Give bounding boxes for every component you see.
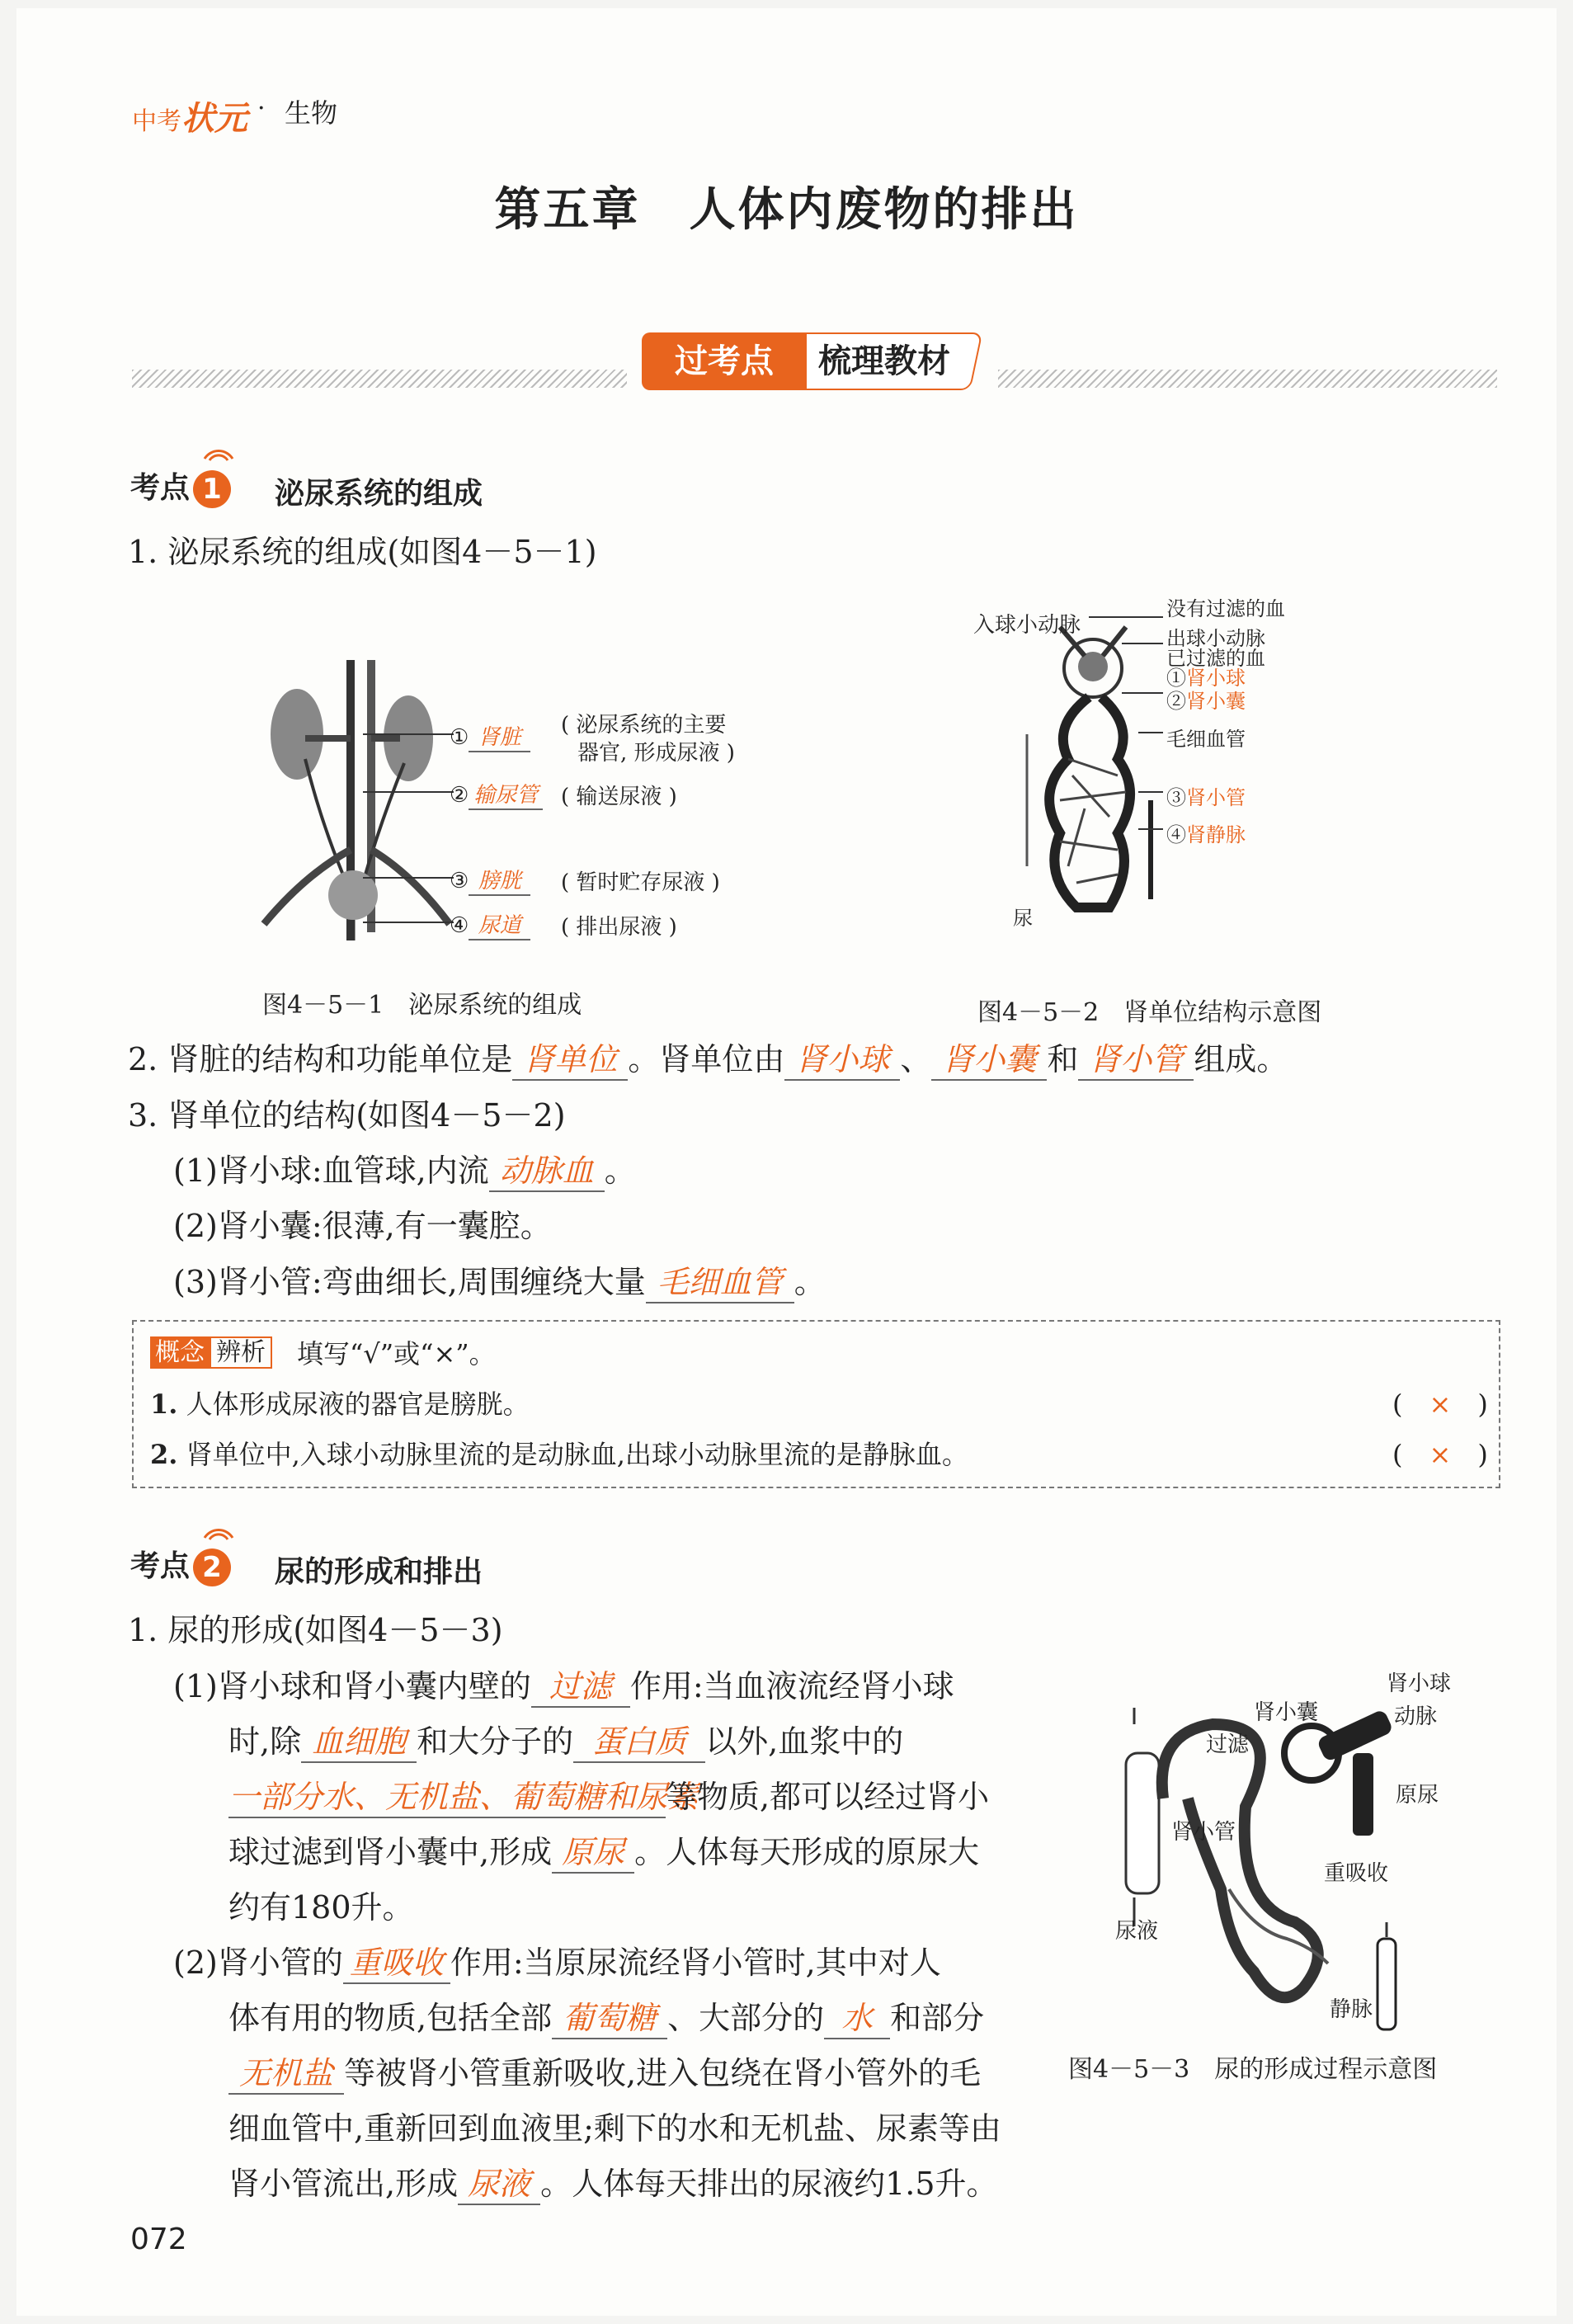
fig2-label-1: 没有过滤的血 <box>1166 597 1285 620</box>
s1-line-5: (2)肾小囊:很薄,有一囊腔。 <box>173 1208 552 1244</box>
brand-logo: 中考状元 <box>132 100 247 138</box>
fig1-note-1-cont: 器官, 形成尿液 ) <box>577 741 735 766</box>
s2-p2-line-4: 细血管中,重新回到血液里;剩下的水和无机盐、尿素等由 <box>228 2110 1001 2147</box>
concept-q1-answer: ( × ) <box>1392 1388 1488 1420</box>
page-number: 072 <box>130 2223 187 2256</box>
signal-icon <box>198 1516 239 1541</box>
chapter-title: 第五章 人体内废物的排出 <box>494 183 1079 237</box>
fig3-label-reabsorption: 重吸收 <box>1324 1861 1389 1886</box>
fig3-label-filtration: 过滤 <box>1206 1732 1250 1757</box>
s2-p1-line-2: 时,除 血细胞 和大分子的 蛋白质 以外,血浆中的 <box>228 1722 903 1763</box>
banner-left: 过考点 <box>642 332 807 390</box>
fig2-item-4: ④肾静脉 <box>1166 823 1246 846</box>
fig1-note-1: ( 泌尿系统的主要 <box>561 713 727 738</box>
s2-p2-line-1: (2)肾小管的 重吸收 作用:当原尿流经肾小管时,其中对人 <box>173 1943 941 1984</box>
kaodian-1: 考点 1 <box>130 464 238 508</box>
signal-icon <box>198 437 239 462</box>
concept-q2: 2. 肾单位中,入球小动脉里流的是动脉血,出球小动脉里流的是静脉血。 <box>150 1439 968 1470</box>
s2-line-1: 1. 尿的形成(如图4－5－3) <box>128 1612 503 1648</box>
s2-p2-line-3: 无机盐 等被肾小管重新吸收,进入包绕在肾小管外的毛 <box>228 2053 981 2095</box>
fig1-note-2: ( 输送尿液 ) <box>561 785 677 809</box>
s2-p1-line-5: 约有180升。 <box>228 1889 414 1926</box>
s1-line-6: (3)肾小管:弯曲细长,周围缠绕大量 毛细血管 。 <box>173 1262 826 1303</box>
fig3-label-vein: 静脉 <box>1330 1997 1373 2022</box>
fig1-note-3: ( 暂时贮存尿液 ) <box>561 870 720 895</box>
fig1-caption: 图4－5－1 泌尿系统的组成 <box>262 991 582 1020</box>
s1-line-1: 1. 泌尿系统的组成(如图4－5－1) <box>128 534 597 570</box>
fig2-leader-lines <box>1089 610 1171 841</box>
fig2-caption: 图4－5－2 肾单位结构示意图 <box>977 998 1322 1027</box>
concept-tag: 概念 辨析 <box>150 1332 272 1368</box>
kaodian-2-title: 尿的形成和排出 <box>275 1555 483 1589</box>
fig3-label-capsule: 肾小囊 <box>1254 1700 1319 1725</box>
hatch-divider-left <box>132 370 627 388</box>
fig2-item-3: ③肾小管 <box>1166 786 1246 809</box>
kaodian-2: 考点 2 <box>130 1543 238 1586</box>
s1-line-4: (1)肾小球:血管球,内流 动脉血 。 <box>173 1151 636 1192</box>
concept-instruction: 填写“√”或“×”。 <box>297 1338 496 1369</box>
fig2-label-3: 已过滤的血 <box>1166 647 1265 670</box>
s2-p1-line-3: 一部分水、无机盐、葡萄糖和尿素等物质,都可以经过肾小 <box>228 1777 989 1818</box>
fig3-label-primary-urine: 原尿 <box>1396 1783 1439 1808</box>
concept-q2-answer: ( × ) <box>1392 1439 1488 1470</box>
hatch-divider-right <box>998 370 1497 388</box>
fig2-item-1: ①肾小球 <box>1166 667 1246 690</box>
kaodian-1-title: 泌尿系统的组成 <box>275 477 483 511</box>
s1-line-2: 2. 肾脏的结构和功能单位是 肾单位 。肾单位由 肾小球 、 肾小囊 和 肾小管 组成。 <box>128 1039 1288 1081</box>
fig3-label-glomerulus: 肾小球 <box>1387 1671 1452 1696</box>
header-subject: 生物 <box>285 97 338 129</box>
banner-right: 梳理教材 <box>786 332 983 390</box>
fig2-label-4: 毛细血管 <box>1166 728 1246 751</box>
fig2-label-2: 出球小动脉 <box>1166 627 1265 650</box>
fig2-urine-label: 尿 <box>1013 907 1033 930</box>
fig1-item-3: ③ 膀胱 <box>450 864 530 896</box>
fig1-leader-lines <box>363 709 462 940</box>
fig3-label-urine: 尿液 <box>1115 1919 1159 1944</box>
fig3-label-artery: 动脉 <box>1394 1704 1438 1729</box>
s2-p2-line-2: 体有用的物质,包括全部 葡萄糖 、大部分的 水 和部分 <box>228 1998 984 2039</box>
s1-line-3: 3. 肾单位的结构(如图4－5－2) <box>128 1097 566 1134</box>
header-dot: · <box>257 94 266 123</box>
fig2-left-label: 入球小动脉 <box>973 613 1081 638</box>
concept-q1: 1. 人体形成尿液的器官是膀胱。 <box>150 1388 530 1420</box>
fig1-item-1: ① 肾脏 <box>450 720 530 752</box>
fig2-item-2: ②肾小囊 <box>1166 690 1246 713</box>
fig1-item-2: ② 输尿管 <box>450 778 543 810</box>
s2-p2-line-5: 肾小管流出,形成 尿液 。人体每天排出的尿液约1.5升。 <box>228 2164 998 2205</box>
fig3-label-tubule: 肾小管 <box>1171 1820 1236 1845</box>
s2-p1-line-1: (1)肾小球和肾小囊内壁的 过滤 作用:当血液流经肾小球 <box>173 1666 954 1708</box>
section-banner <box>642 332 988 390</box>
fig1-item-4: ④ 尿道 <box>450 908 530 940</box>
fig3-caption: 图4－5－3 尿的形成过程示意图 <box>1068 2055 1438 2084</box>
fig1-note-4: ( 排出尿液 ) <box>561 915 677 940</box>
s2-p1-line-4: 球过滤到肾小囊中,形成 原尿 。人体每天形成的原尿大 <box>228 1832 979 1874</box>
